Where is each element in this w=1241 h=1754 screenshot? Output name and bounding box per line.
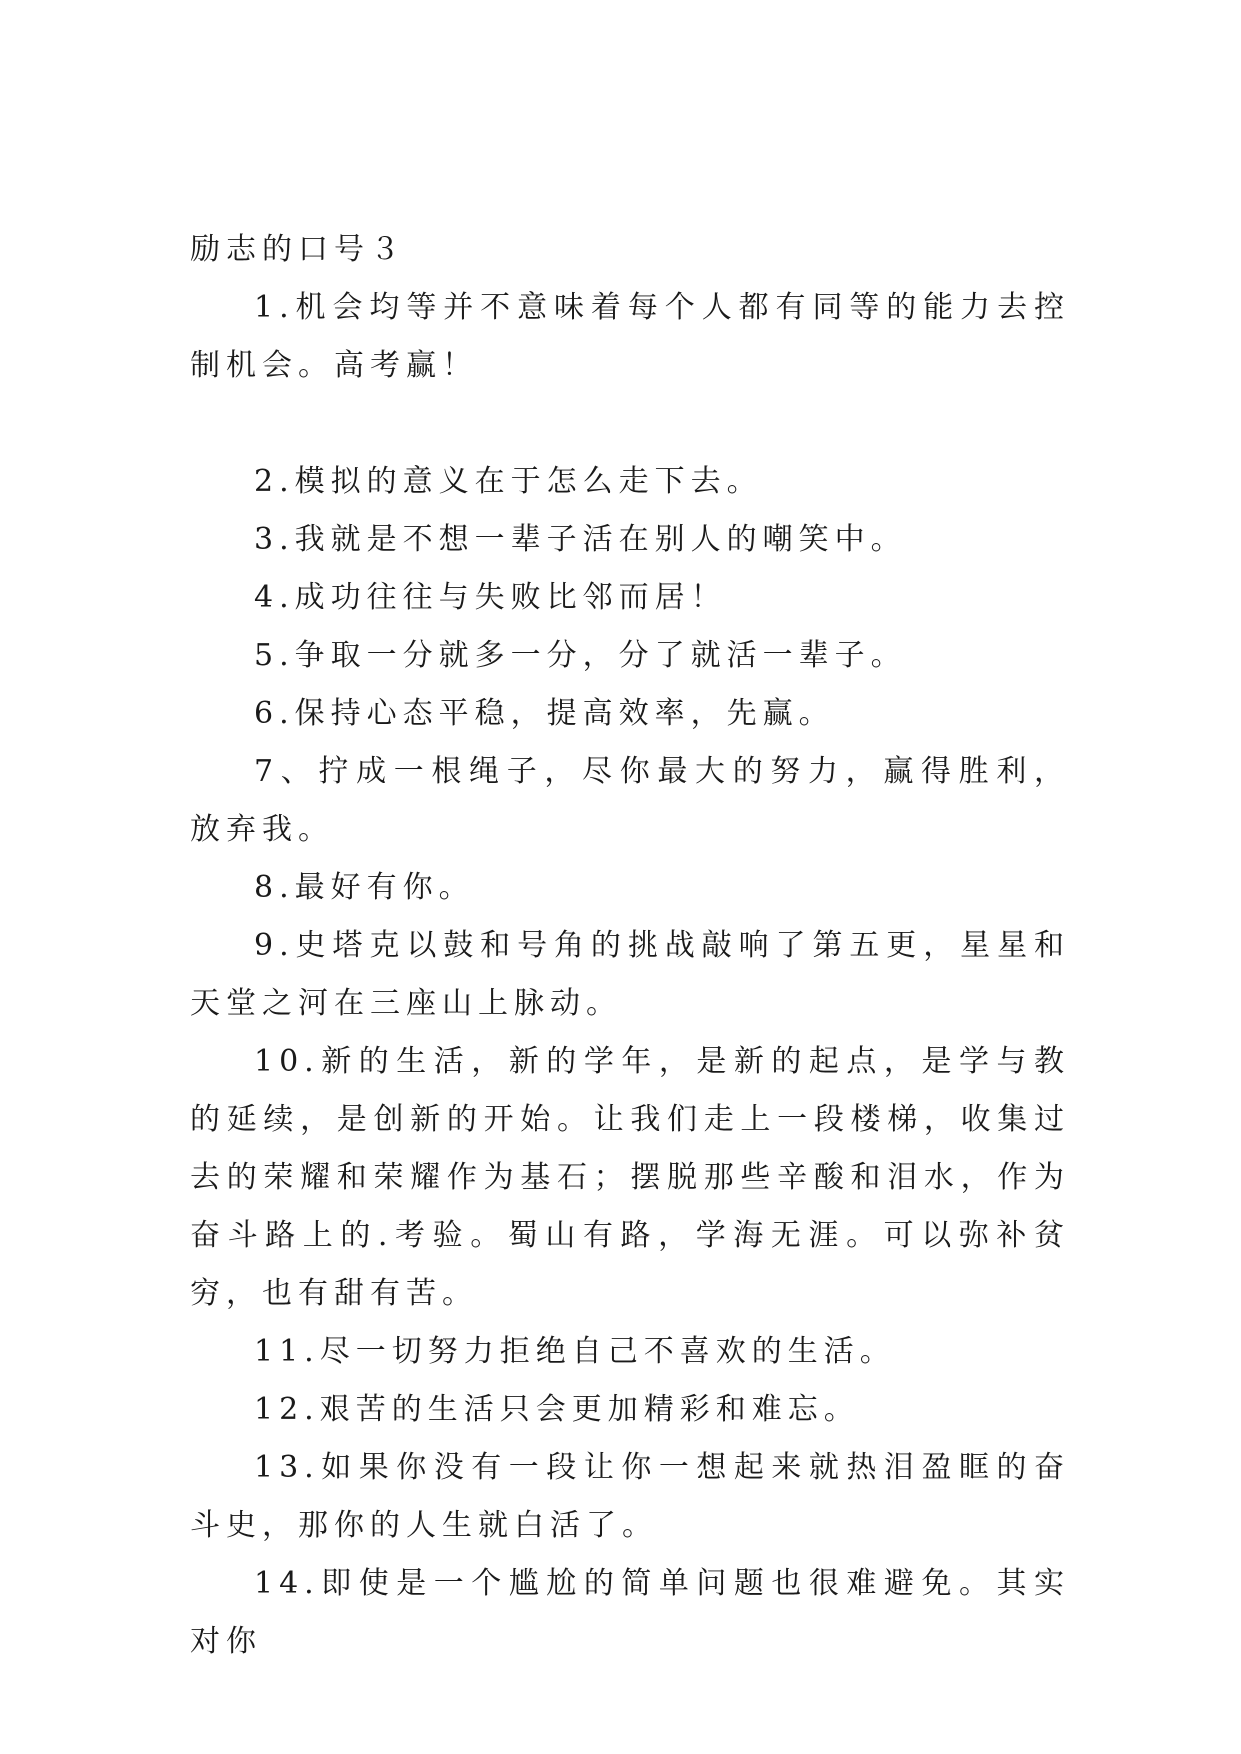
slogan-paragraph: 13.如果你没有一段让你一想起来就热泪盈眶的奋斗史，那你的人生就白活了。 [190,1450,1070,1543]
slogan-paragraph: 7、拧成一根绳子，尽你最大的努力，赢得胜利，放弃我。 [190,754,1070,847]
slogan-paragraph: 2.模拟的意义在于怎么走下去。 [254,464,763,499]
slogan-paragraph: 10.新的生活，新的学年，是新的起点，是学与教的延续，是创新的开始。让我们走上一段楼梯，收集过去的荣耀和荣耀作为基石；摆脱那些辛酸和泪水，作为奋斗路上的.考验。蜀山有路，学海无涯。可以弥补贫穷，也有甜有苦。 [190,1044,1070,1311]
slogan-paragraph: 5.争取一分就多一分，分了就活一辈子。 [254,638,907,673]
slogan-paragraph: 4.成功往往与失败比邻而居！ [254,580,727,615]
slogan-paragraph: 3.我就是不想一辈子活在别人的嘲笑中。 [254,522,907,557]
slogan-paragraph: 12.艰苦的生活只会更加精彩和难忘。 [254,1392,860,1427]
slogan-paragraph: 11.尽一切努力拒绝自己不喜欢的生活。 [254,1334,896,1369]
slogan-paragraph: 14.即使是一个尴尬的简单问题也很难避免。其实对你 [190,1566,1070,1659]
slogan-paragraph: 1.机会均等并不意味着每个人都有同等的能力去控制机会。高考赢！ [190,290,1070,383]
slogan-paragraph: 8.最好有你。 [254,870,475,905]
document-body [190,221,1070,1671]
blank-line [190,395,1070,453]
slogan-paragraph: 9.史塔克以鼓和号角的挑战敲响了第五更，星星和天堂之河在三座山上脉动。 [190,928,1070,1021]
slogan-paragraph: 6.保持心态平稳，提高效率，先赢。 [254,696,835,731]
document-title: 励志的口号３ [190,232,406,267]
